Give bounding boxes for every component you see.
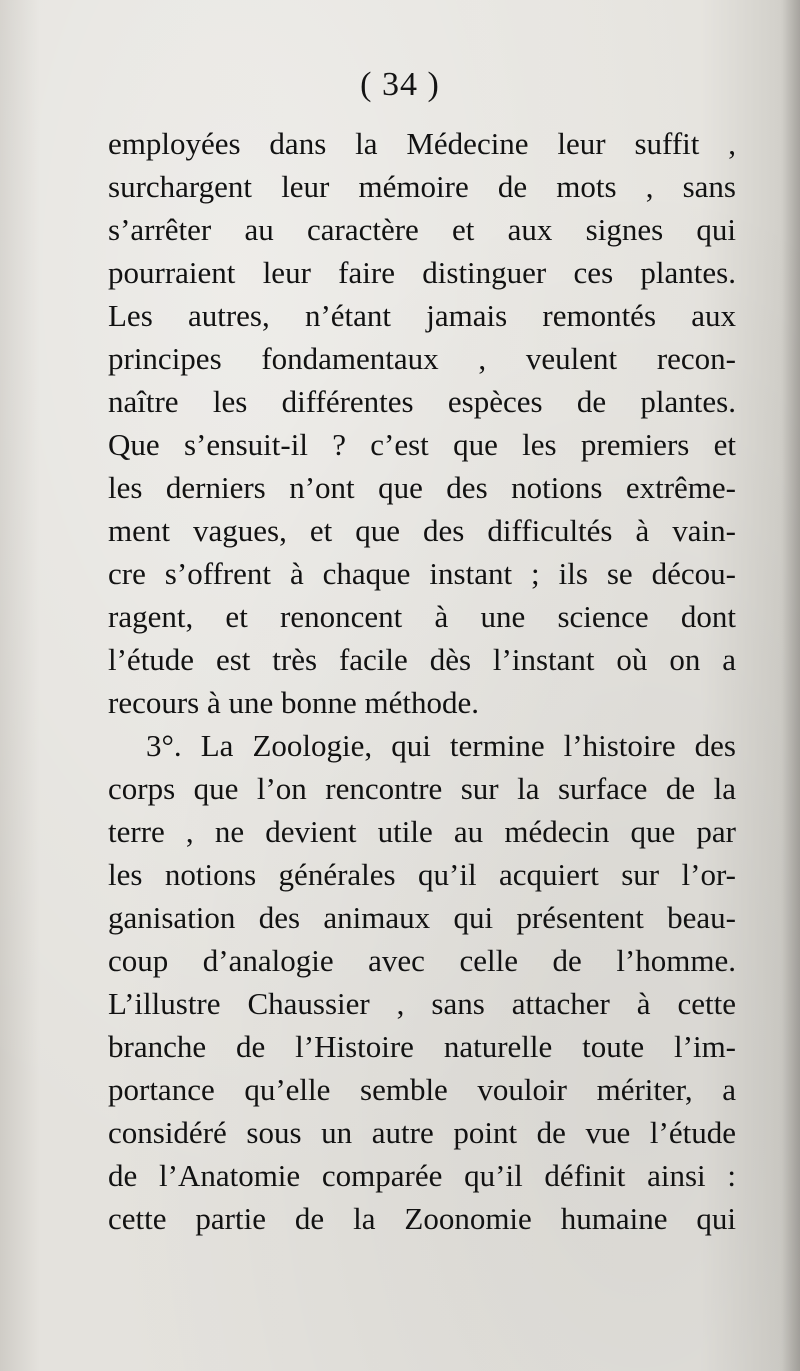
page-number: ( 34 ) — [360, 66, 440, 103]
text-line: employées dans la Médecine leur suffit , — [108, 126, 736, 161]
page-edge-shadow — [782, 0, 800, 1371]
text-line: les notions générales qu’il acquiert sur l’or- — [108, 857, 736, 892]
text-line: naître les différentes espèces de plantes. — [108, 384, 736, 419]
body-text — [108, 122, 736, 1240]
text-line: l’étude est très facile dès l’instant où on a — [108, 642, 736, 677]
text-line: corps que l’on rencontre sur la surface de la — [108, 771, 736, 806]
text-line: terre , ne devient utile au médecin que par — [108, 814, 736, 849]
text-line: s’arrêter au caractère et aux signes qui — [108, 212, 736, 247]
text-line: surchargent leur mémoire de mots , sans — [108, 169, 736, 204]
text-line: L’illustre Chaussier , sans attacher à cette — [108, 986, 736, 1021]
text-line: considéré sous un autre point de vue l’étude — [108, 1115, 736, 1150]
text-line: principes fondamentaux , veulent recon- — [108, 341, 736, 376]
text-line: ragent, et renoncent à une science dont — [108, 599, 736, 634]
text-line: Que s’ensuit-il ? c’est que les premiers et — [108, 427, 736, 462]
text-line: pourraient leur faire distinguer ces plantes. — [108, 255, 736, 290]
text-line: cre s’offrent à chaque instant ; ils se décou- — [108, 556, 736, 591]
text-line: les derniers n’ont que des notions extrême- — [108, 470, 736, 505]
text-line: Les autres, n’étant jamais remontés aux — [108, 298, 736, 333]
text-line: coup d’analogie avec celle de l’homme. — [108, 943, 736, 978]
text-line: portance qu’elle semble vouloir mériter, a — [108, 1072, 736, 1107]
paragraph-start-line: 3°. La Zoologie, qui termine l’histoire des — [146, 728, 736, 763]
text-line: ganisation des animaux qui présentent beau- — [108, 900, 736, 935]
text-line: ment vagues, et que des difficultés à vain- — [108, 513, 736, 548]
text-line: de l’Anatomie comparée qu’il définit ainsi : — [108, 1158, 736, 1193]
text-line: branche de l’Histoire naturelle toute l’im- — [108, 1029, 736, 1064]
paragraph-end-line: recours à une bonne méthode. — [108, 685, 480, 720]
text-line: cette partie de la Zoonomie humaine qui — [108, 1201, 736, 1236]
